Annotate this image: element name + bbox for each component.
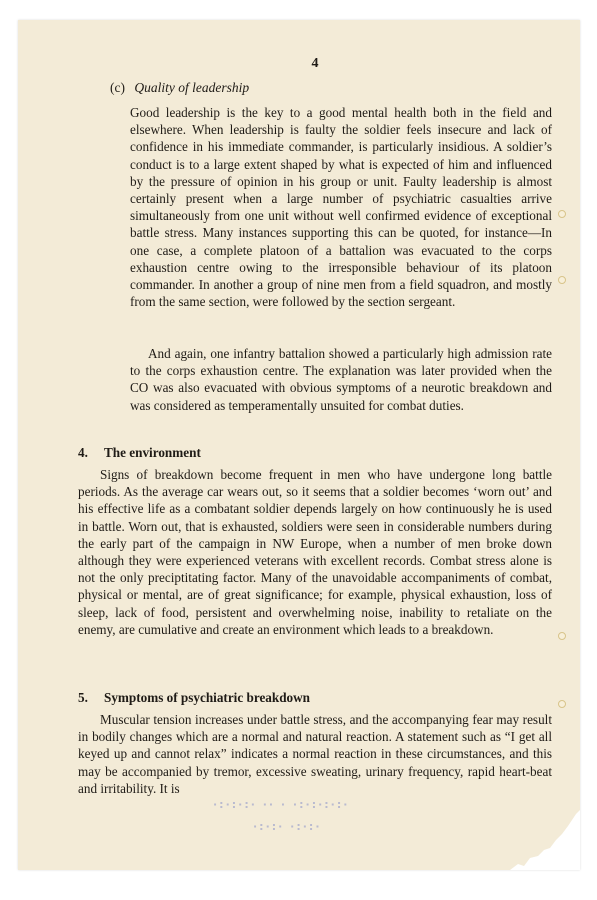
punch-hole-mark — [558, 210, 566, 218]
leadership-paragraph-1: Good leadership is the key to a good mental health both in the field and elsewhere. When leadership is faulty the soldier feels insecure and lack of confidence in his immediate commander, is particularly insidious. A soldier’s conduct is to a large extent shaped by what is expected of him and influenced by the pressure of opinion in his group or unit. Faulty leadership is almost certainly present when a large number of psychiatric casualties arrive simultaneously from one unit without well confirmed evidence of exceptional battle stress. Many instances supporting this can be quoted, for instance—In one case, a complete platoon of a battalion was evacuated to the corps exhaustion centre owing to the irresponsible behaviour of its platoon commander. In another a group of nine men from a field squadron, and mostly from the same section, were followed by the section sergeant. — [130, 105, 552, 310]
section-title: Symptoms of psychiatric breakdown — [104, 690, 311, 705]
section-heading-symptoms — [78, 690, 310, 706]
document-page — [18, 20, 580, 870]
symptoms-paragraph: Muscular tension increases under battle stress, and the accompanying fear may result in bodily changes which are a normal and natural reaction. A statement such as “I get all keyed up and cannot relax” indicates a normal reaction in these circumstances, and this may be accompanied by tremor, excessive sweating, urinary frequency, rapid heart-beat and irritability. It is — [78, 712, 552, 796]
punch-hole-mark — [558, 632, 566, 640]
section-number: 5. — [78, 690, 88, 705]
subsection-label: (c) — [110, 80, 125, 95]
torn-corner — [510, 810, 580, 870]
faded-stamp-line: ·:·:· ·:·:· — [253, 820, 322, 833]
subsection-title: Quality of leadership — [134, 80, 250, 95]
page-number: 4 — [311, 56, 319, 71]
section-title: The environment — [104, 445, 201, 460]
subsection-heading — [110, 80, 249, 96]
faded-stamp-line: ·:·:·:· ·· · ·:·:·:·:· — [213, 798, 350, 811]
leadership-paragraph-2: And again, one infantry battalion showed a particularly high admission rate to the corps exhaustion centre. The explanation was later provided when the CO was also evacuated with obvious symptoms of a neurotic breakdown and was considered as temperamentally unsuited for combat duties. — [130, 346, 552, 413]
environment-paragraph: Signs of breakdown become frequent in men who have undergone long battle periods. As the average car wears out, so it seems that a soldier becomes ‘worn out’ and his effective life as a combatant soldier depends largely on how continuously he is used in battle. Worn out, that is exhausted, soldiers were seen in considerable numbers during the early part of the campaign in NW Europe, when a number of men broke down although they were experienced veterans with excellent records. Combat stress alone is not the only preciptitating factor. Many of the unavoidable accompaniments of combat, physical or mental, are of great significance; for example, physical exhaustion, loss of sleep, lack of food, persistent and overwhelming noise, inability to retaliate on the enemy, are cumulative and create an environment which leads to a breakdown. — [78, 467, 552, 637]
section-heading-environment — [78, 445, 201, 461]
punch-hole-mark — [558, 700, 566, 708]
punch-hole-mark — [558, 276, 566, 284]
section-number: 4. — [78, 445, 88, 460]
